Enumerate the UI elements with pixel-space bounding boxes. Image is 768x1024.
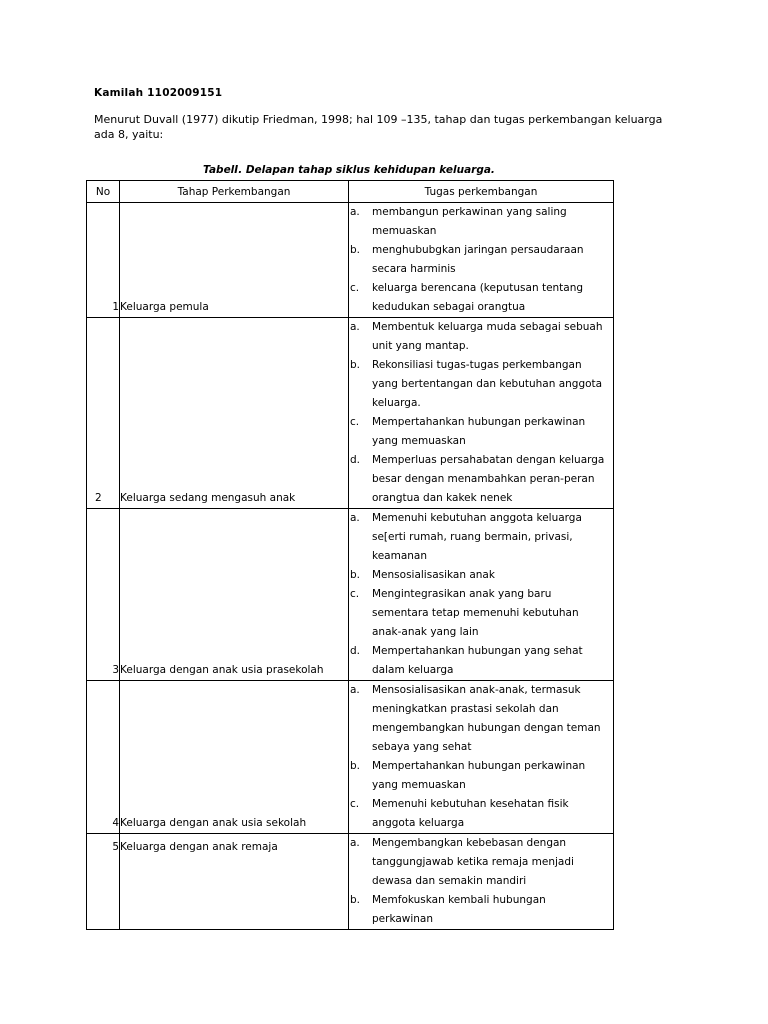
task-item: [349, 241, 613, 279]
task-item: [349, 509, 613, 566]
task-item: [349, 203, 613, 241]
task-item: [349, 757, 613, 795]
row-number: 2: [87, 318, 120, 509]
header-no: No: [87, 181, 120, 203]
task-list: [349, 318, 614, 509]
task-item: [349, 279, 613, 317]
task-text: Mempertahankan hubungan perkawinan yang memuaskan: [372, 760, 586, 791]
task-text: menghububgkan jaringan persaudaraan secara harminis: [372, 244, 584, 275]
row-number: 5: [87, 834, 120, 930]
task-letter: b.: [350, 359, 361, 371]
table-caption: TabelI. Delapan tahap siklus kehidupan keluarga.: [203, 164, 495, 176]
task-item: [349, 566, 613, 585]
task-letter: c.: [350, 798, 360, 810]
task-text: Membentuk keluarga muda sebagai sebuah unit yang mantap.: [372, 321, 603, 352]
family-stages-table: [86, 180, 614, 930]
task-letter: c.: [350, 416, 360, 428]
task-list: [349, 834, 614, 930]
task-text: keluarga berencana (keputusan tentang kedudukan sebagai orangtua: [372, 282, 584, 313]
task-text: Mempertahankan hubungan yang sehat dalam keluarga: [372, 645, 583, 676]
stage-name: Keluarga dengan anak remaja: [120, 834, 349, 930]
row-number: 1: [87, 203, 120, 318]
task-letter: a.: [350, 684, 360, 696]
task-item: [349, 834, 613, 891]
table-row: [87, 509, 614, 681]
task-text: Mengembangkan kebebasan dengan tanggungjawab ketika remaja menjadi dewasa dan semakin mandiri: [372, 837, 574, 887]
row-number: 3: [87, 509, 120, 681]
stage-name: Keluarga pemula: [120, 203, 349, 318]
task-text: Mengintegrasikan anak yang baru sementara tetap memenuhi kebutuhan anak-anak yang lain: [372, 588, 579, 638]
stage-name: Keluarga sedang mengasuh anak: [120, 318, 349, 509]
task-letter: a.: [350, 837, 360, 849]
stage-name: Keluarga dengan anak usia prasekolah: [120, 509, 349, 681]
task-letter: b.: [350, 244, 361, 256]
task-item: [349, 795, 613, 833]
table-row: [87, 203, 614, 318]
table-row: [87, 681, 614, 834]
task-list: [349, 203, 614, 318]
task-letter: d.: [350, 645, 361, 657]
header-stage: Tahap Perkembangan: [120, 181, 349, 203]
stage-name: Keluarga dengan anak usia sekolah: [120, 681, 349, 834]
task-text: membangun perkawinan yang saling memuaskan: [372, 206, 567, 237]
task-list: [349, 681, 614, 834]
task-item: [349, 681, 613, 757]
task-text: Mensosialisasikan anak: [372, 569, 495, 581]
task-item: [349, 413, 613, 451]
task-item: [349, 318, 613, 356]
table-row: [87, 318, 614, 509]
task-item: [349, 585, 613, 642]
task-text: Rekonsiliasi tugas-tugas perkembangan yang bertentangan dan kebutuhan anggota keluarga.: [372, 359, 603, 409]
header-tasks: Tugas perkembangan: [349, 181, 614, 203]
task-text: Memfokuskan kembali hubungan perkawinan: [372, 894, 546, 925]
task-letter: c.: [350, 282, 360, 294]
task-letter: d.: [350, 454, 361, 466]
table-body: [87, 203, 614, 930]
task-item: [349, 356, 613, 413]
task-letter: a.: [350, 321, 360, 333]
table-header-row: [87, 181, 614, 203]
task-item: [349, 642, 613, 680]
task-letter: b.: [350, 894, 361, 906]
task-letter: a.: [350, 512, 360, 524]
task-letter: b.: [350, 569, 361, 581]
task-item: [349, 451, 613, 508]
task-text: Mempertahankan hubungan perkawinan yang memuaskan: [372, 416, 586, 447]
task-text: Memperluas persahabatan dengan keluarga besar dengan menambahkan peran-peran orangtua dan kakek nenek: [372, 454, 605, 504]
task-text: Memenuhi kebutuhan anggota keluarga se[erti rumah, ruang bermain, privasi, keamanan: [372, 512, 582, 562]
intro-paragraph: Menurut Duvall (1977) dikutip Friedman, 1998; hal 109 –135, tahap dan tugas perkembangan keluarga ada 8, yaitu:: [94, 113, 663, 141]
author-line: Kamilah 1102009151: [94, 87, 223, 99]
row-number: 4: [87, 681, 120, 834]
task-letter: c.: [350, 588, 360, 600]
task-letter: a.: [350, 206, 360, 218]
table-row: [87, 834, 614, 930]
task-text: Memenuhi kebutuhan kesehatan fisik anggota keluarga: [372, 798, 569, 829]
task-item: [349, 891, 613, 929]
task-list: [349, 509, 614, 681]
task-letter: b.: [350, 760, 361, 772]
task-text: Mensosialisasikan anak-anak, termasuk meningkatkan prastasi sekolah dan mengembangkan hubungan dengan teman sebaya yang sehat: [372, 684, 601, 753]
